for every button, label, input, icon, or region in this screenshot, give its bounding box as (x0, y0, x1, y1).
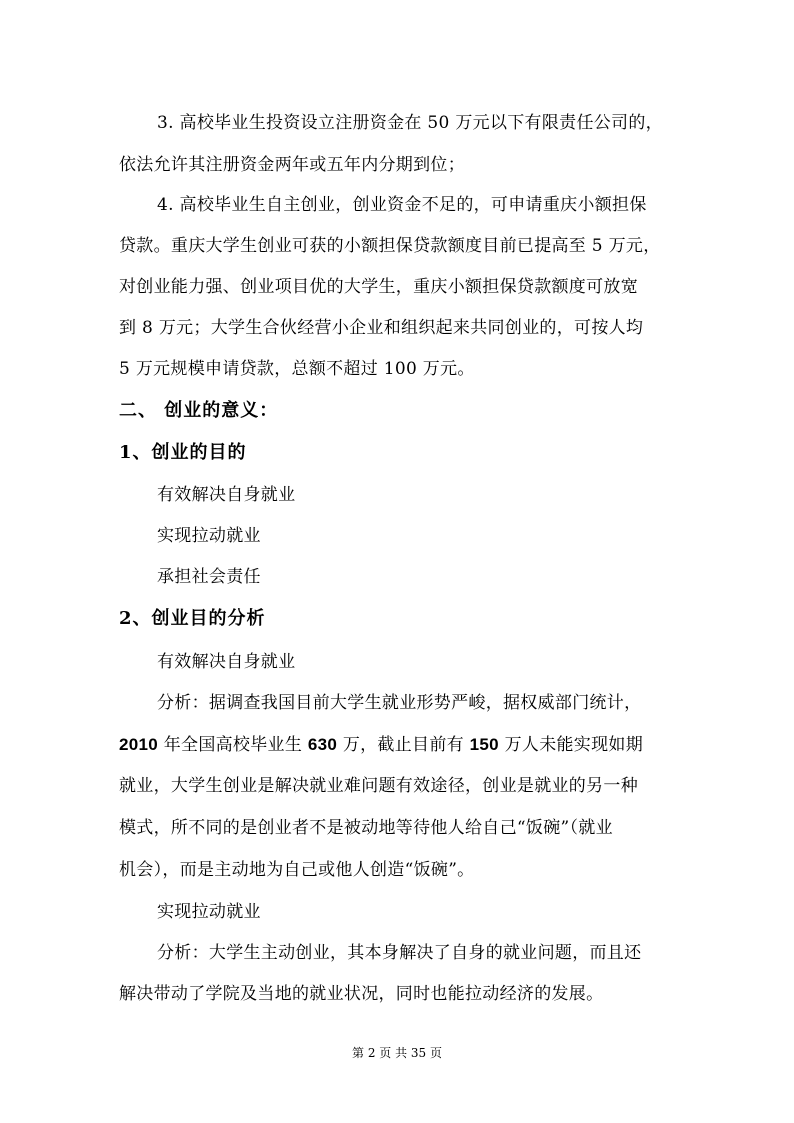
year-value: 2010 (119, 735, 159, 754)
analysis-1-line1: 分析：据调查我国目前大学生就业形势严峻，据权威部门统计， (157, 693, 642, 713)
analysis-2-line2: 解决带动了学院及当地的就业状况，同时也能拉动经济的发展。 (119, 984, 604, 1004)
subsection-2-heading: 2、创业目的分析 (119, 608, 266, 629)
policy-item-3-line2: 依法允许其注册资金两年或五年内分期到位； (119, 155, 465, 175)
policy-item-4-line5: 5 万元规模申请贷款，总额不超过 100 万元。 (119, 359, 475, 379)
text-segment: 年全国高校毕业生 (158, 735, 308, 755)
graduates-value: 630 (307, 735, 338, 754)
policy-item-4-line1: 4. 高校毕业生自主创业，创业资金不足的，可申请重庆小额担保 (157, 195, 647, 215)
policy-item-4-line2: 贷款。重庆大学生创业可获的小额担保贷款额度目前已提高至 5 万元， (119, 236, 661, 256)
analysis-1-line3: 就业，大学生创业是解决就业难问题有效途径，创业是就业的另一种 (119, 776, 638, 796)
text-segment: 万，截止目前有 (337, 735, 470, 755)
analysis-1-line2 (119, 730, 643, 755)
analysis-1-line4: 模式，所不同的是创业者不是被动地等待他人给自己“饭碗”（就业 (119, 818, 613, 838)
analysis-1-line5: 机会），而是主动地为自己或他人创造“饭碗”。 (119, 860, 475, 880)
section-2-heading: 二、 创业的意义： (119, 400, 279, 421)
purpose-item-2: 实现拉动就业 (157, 526, 261, 546)
text-segment: 万人未能实现如期 (498, 735, 643, 755)
policy-item-3-line1: 3. 高校毕业生投资设立注册资金在 50 万元以下有限责任公司的， (157, 113, 663, 133)
analysis-2-line1: 分析：大学生主动创业，其本身解决了自身的就业问题，而且还 (157, 943, 642, 963)
purpose-item-3: 承担社会责任 (157, 567, 261, 587)
analysis-topic-2: 实现拉动就业 (157, 902, 261, 922)
policy-item-4-line3: 对创业能力强、创业项目优的大学生，重庆小额担保贷款额度可放宽 (119, 277, 638, 297)
policy-item-4-line4: 到 8 万元；大学生合伙经营小企业和组织起来共同创业的，可按人均 (119, 318, 644, 338)
page-footer: 第 2 页 共 35 页 (352, 1046, 442, 1060)
subsection-1-heading: 1、创业的目的 (119, 442, 247, 463)
analysis-topic-1: 有效解决自身就业 (157, 652, 296, 672)
unemployed-value: 150 (469, 735, 499, 754)
purpose-item-1: 有效解决自身就业 (157, 485, 296, 505)
